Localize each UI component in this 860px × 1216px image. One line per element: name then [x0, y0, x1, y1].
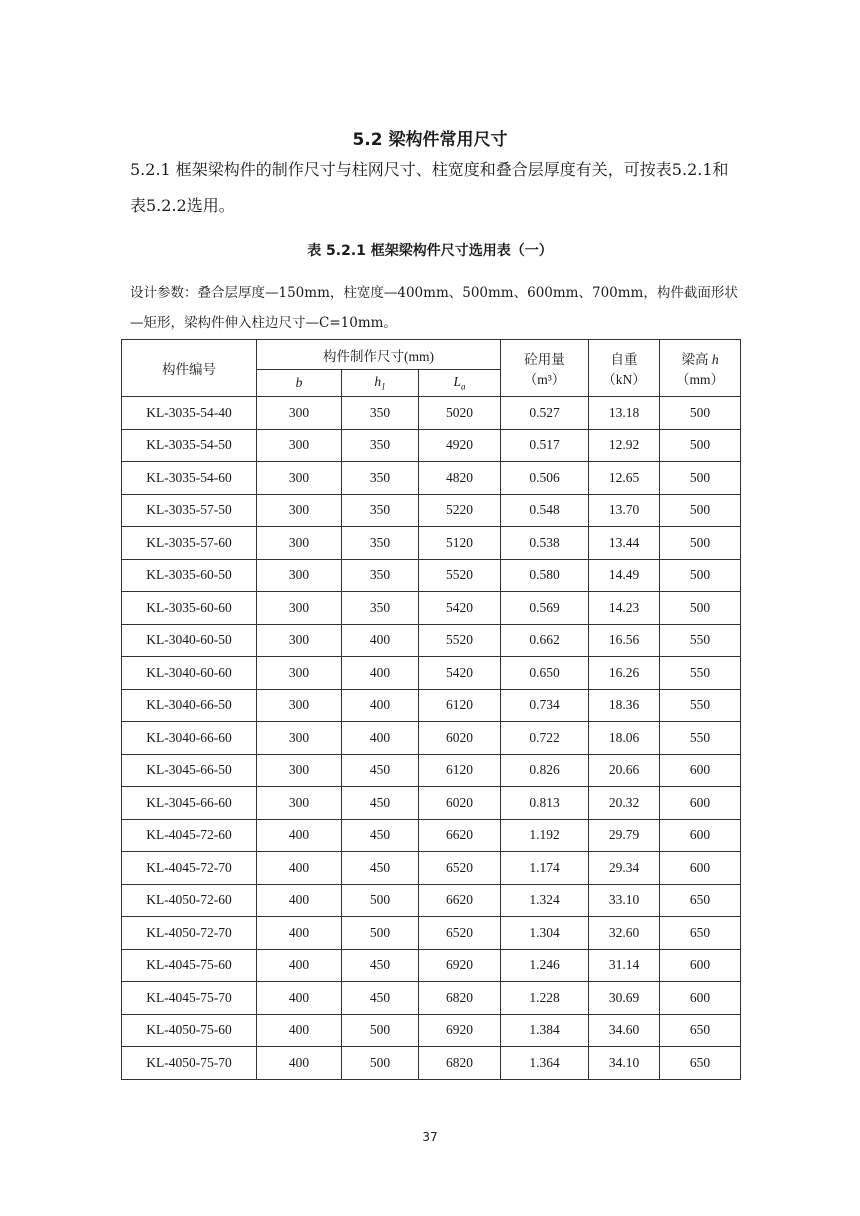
cell-la: 6820 — [419, 982, 501, 1015]
cell-la: 6920 — [419, 949, 501, 982]
cell-weight: 12.65 — [589, 462, 660, 495]
cell-weight: 31.14 — [589, 949, 660, 982]
cell-h1: 400 — [342, 624, 419, 657]
header-height-unit: （mm） — [676, 372, 725, 387]
cell-volume: 0.662 — [501, 624, 589, 657]
cell-la: 6020 — [419, 787, 501, 820]
cell-volume: 0.527 — [501, 397, 589, 430]
table-row — [122, 754, 741, 787]
cell-height: 500 — [660, 397, 741, 430]
cell-code: KL-4050-75-60 — [122, 1014, 257, 1047]
table-row — [122, 397, 741, 430]
cell-height: 550 — [660, 722, 741, 755]
table-row — [122, 559, 741, 592]
cell-weight: 32.60 — [589, 917, 660, 950]
cell-weight: 34.10 — [589, 1047, 660, 1080]
cell-b: 400 — [257, 1014, 342, 1047]
cell-volume: 0.569 — [501, 592, 589, 625]
cell-code: KL-4045-75-70 — [122, 982, 257, 1015]
cell-weight: 14.49 — [589, 559, 660, 592]
cell-b: 300 — [257, 527, 342, 560]
cell-height: 600 — [660, 819, 741, 852]
table-row — [122, 527, 741, 560]
table-row — [122, 982, 741, 1015]
cell-weight: 20.66 — [589, 754, 660, 787]
cell-h1: 400 — [342, 722, 419, 755]
cell-weight: 29.34 — [589, 852, 660, 885]
cell-weight: 13.44 — [589, 527, 660, 560]
cell-h1: 500 — [342, 917, 419, 950]
cell-b: 300 — [257, 657, 342, 690]
cell-height: 550 — [660, 624, 741, 657]
cell-h1: 500 — [342, 884, 419, 917]
cell-weight: 12.92 — [589, 429, 660, 462]
cell-h1: 450 — [342, 787, 419, 820]
cell-height: 650 — [660, 917, 741, 950]
cell-volume: 0.506 — [501, 462, 589, 495]
cell-h1: 400 — [342, 657, 419, 690]
cell-height: 500 — [660, 429, 741, 462]
cell-b: 300 — [257, 397, 342, 430]
header-weight-unit: （kN） — [602, 372, 646, 387]
cell-la: 5420 — [419, 657, 501, 690]
cell-h1: 350 — [342, 429, 419, 462]
cell-volume: 1.364 — [501, 1047, 589, 1080]
cell-volume: 1.228 — [501, 982, 589, 1015]
cell-la: 5520 — [419, 559, 501, 592]
beam-size-table — [121, 339, 741, 1080]
header-h1-sub: 1 — [381, 381, 386, 392]
table-row — [122, 494, 741, 527]
cell-b: 300 — [257, 624, 342, 657]
cell-code: KL-4045-75-60 — [122, 949, 257, 982]
cell-b: 300 — [257, 722, 342, 755]
cell-height: 650 — [660, 1014, 741, 1047]
table-row — [122, 787, 741, 820]
header-height-label: 梁高 — [681, 352, 709, 367]
table-row — [122, 592, 741, 625]
cell-la: 6120 — [419, 689, 501, 722]
cell-b: 400 — [257, 819, 342, 852]
cell-b: 400 — [257, 949, 342, 982]
cell-height: 600 — [660, 852, 741, 885]
cell-h1: 450 — [342, 819, 419, 852]
cell-h1: 350 — [342, 592, 419, 625]
cell-la: 5420 — [419, 592, 501, 625]
cell-weight: 29.79 — [589, 819, 660, 852]
cell-code: KL-4045-72-70 — [122, 852, 257, 885]
cell-la: 6620 — [419, 819, 501, 852]
cell-b: 400 — [257, 982, 342, 1015]
header-dims: 构件制作尺寸(mm) — [257, 340, 501, 370]
cell-code: KL-3035-60-60 — [122, 592, 257, 625]
cell-code: KL-3035-57-60 — [122, 527, 257, 560]
cell-height: 600 — [660, 787, 741, 820]
cell-code: KL-4045-72-60 — [122, 819, 257, 852]
cell-la: 5120 — [419, 527, 501, 560]
cell-code: KL-4050-72-60 — [122, 884, 257, 917]
cell-code: KL-3035-57-50 — [122, 494, 257, 527]
cell-b: 300 — [257, 787, 342, 820]
header-volume-unit: （m³） — [523, 372, 566, 387]
header-la-var: L — [453, 374, 462, 390]
header-la — [419, 370, 501, 397]
cell-height: 500 — [660, 559, 741, 592]
cell-la: 6120 — [419, 754, 501, 787]
cell-volume: 0.580 — [501, 559, 589, 592]
cell-b: 300 — [257, 494, 342, 527]
cell-weight: 33.10 — [589, 884, 660, 917]
table-row — [122, 949, 741, 982]
cell-la: 6520 — [419, 852, 501, 885]
cell-h1: 500 — [342, 1047, 419, 1080]
cell-volume: 0.722 — [501, 722, 589, 755]
cell-weight: 30.69 — [589, 982, 660, 1015]
cell-la: 6820 — [419, 1047, 501, 1080]
header-weight — [589, 340, 660, 397]
table-row — [122, 429, 741, 462]
cell-h1: 350 — [342, 559, 419, 592]
cell-code: KL-3035-54-40 — [122, 397, 257, 430]
cell-weight: 13.18 — [589, 397, 660, 430]
cell-height: 500 — [660, 494, 741, 527]
cell-code: KL-3045-66-60 — [122, 787, 257, 820]
cell-code: KL-3035-60-50 — [122, 559, 257, 592]
cell-height: 600 — [660, 754, 741, 787]
header-weight-label: 自重 — [610, 352, 638, 367]
cell-volume: 0.517 — [501, 429, 589, 462]
cell-height: 500 — [660, 462, 741, 495]
cell-h1: 350 — [342, 527, 419, 560]
cell-weight: 16.26 — [589, 657, 660, 690]
cell-la: 5520 — [419, 624, 501, 657]
cell-la: 4920 — [419, 429, 501, 462]
cell-height: 500 — [660, 527, 741, 560]
table-row — [122, 852, 741, 885]
cell-height: 600 — [660, 982, 741, 1015]
cell-volume: 1.246 — [501, 949, 589, 982]
cell-weight: 20.32 — [589, 787, 660, 820]
table-row — [122, 657, 741, 690]
header-height — [660, 340, 741, 397]
cell-weight: 14.23 — [589, 592, 660, 625]
cell-h1: 350 — [342, 494, 419, 527]
cell-volume: 0.538 — [501, 527, 589, 560]
cell-volume: 0.734 — [501, 689, 589, 722]
cell-weight: 13.70 — [589, 494, 660, 527]
cell-h1: 450 — [342, 754, 419, 787]
cell-la: 6920 — [419, 1014, 501, 1047]
cell-weight: 34.60 — [589, 1014, 660, 1047]
table-row — [122, 819, 741, 852]
cell-b: 400 — [257, 852, 342, 885]
cell-height: 550 — [660, 689, 741, 722]
cell-la: 5220 — [419, 494, 501, 527]
cell-code: KL-3040-60-50 — [122, 624, 257, 657]
cell-la: 6620 — [419, 884, 501, 917]
cell-b: 300 — [257, 559, 342, 592]
header-h1-var: h — [374, 374, 382, 390]
cell-h1: 450 — [342, 949, 419, 982]
cell-h1: 500 — [342, 1014, 419, 1047]
cell-h1: 450 — [342, 852, 419, 885]
design-parameters: 设计参数：叠合层厚度—150mm，柱宽度—400mm、500mm、600mm、700mm，构件截面形状—矩形，梁构件伸入柱边尺寸—C=10mm。 — [130, 285, 738, 331]
header-volume-label: 砼用量 — [524, 352, 565, 367]
header-code: 构件编号 — [122, 340, 257, 397]
cell-h1: 350 — [342, 462, 419, 495]
cell-code: KL-3040-66-50 — [122, 689, 257, 722]
header-h1 — [342, 370, 419, 397]
cell-h1: 400 — [342, 689, 419, 722]
cell-h1: 450 — [342, 982, 419, 1015]
table-row — [122, 884, 741, 917]
table-row — [122, 1047, 741, 1080]
cell-code: KL-3035-54-50 — [122, 429, 257, 462]
page-number: 37 — [422, 1130, 438, 1144]
cell-la: 5020 — [419, 397, 501, 430]
cell-la: 6020 — [419, 722, 501, 755]
cell-la: 4820 — [419, 462, 501, 495]
cell-volume: 1.384 — [501, 1014, 589, 1047]
cell-height: 600 — [660, 949, 741, 982]
cell-weight: 18.36 — [589, 689, 660, 722]
table-row — [122, 1014, 741, 1047]
cell-b: 300 — [257, 689, 342, 722]
table-row — [122, 722, 741, 755]
table-row — [122, 462, 741, 495]
table-row — [122, 624, 741, 657]
cell-height: 650 — [660, 1047, 741, 1080]
cell-volume: 1.304 — [501, 917, 589, 950]
cell-code: KL-4050-75-70 — [122, 1047, 257, 1080]
cell-code: KL-3035-54-60 — [122, 462, 257, 495]
cell-b: 300 — [257, 429, 342, 462]
cell-volume: 0.826 — [501, 754, 589, 787]
cell-b: 400 — [257, 1047, 342, 1080]
table-title: 表 5.2.1 框架梁构件尺寸选用表（一） — [307, 243, 553, 259]
table-row — [122, 689, 741, 722]
clause-paragraph: 5.2.1 框架梁构件的制作尺寸与柱网尺寸、柱宽度和叠合层厚度有关，可按表5.2.1和表5.2.2选用。 — [130, 160, 729, 215]
section-title: 5.2 梁构件常用尺寸 — [352, 130, 508, 150]
cell-height: 650 — [660, 884, 741, 917]
cell-volume: 0.650 — [501, 657, 589, 690]
cell-b: 400 — [257, 884, 342, 917]
cell-h1: 350 — [342, 397, 419, 430]
cell-weight: 16.56 — [589, 624, 660, 657]
cell-volume: 1.174 — [501, 852, 589, 885]
cell-code: KL-3045-66-50 — [122, 754, 257, 787]
header-volume — [501, 340, 589, 397]
cell-code: KL-3040-60-60 — [122, 657, 257, 690]
cell-code: KL-4050-72-70 — [122, 917, 257, 950]
cell-volume: 1.324 — [501, 884, 589, 917]
cell-b: 400 — [257, 917, 342, 950]
cell-height: 500 — [660, 592, 741, 625]
cell-volume: 1.192 — [501, 819, 589, 852]
cell-weight: 18.06 — [589, 722, 660, 755]
header-la-sub: a — [461, 381, 466, 392]
cell-b: 300 — [257, 754, 342, 787]
cell-volume: 0.813 — [501, 787, 589, 820]
header-height-var: h — [711, 352, 719, 367]
cell-height: 550 — [660, 657, 741, 690]
cell-b: 300 — [257, 592, 342, 625]
header-b: b — [257, 370, 342, 397]
table-row — [122, 917, 741, 950]
cell-volume: 0.548 — [501, 494, 589, 527]
cell-code: KL-3040-66-60 — [122, 722, 257, 755]
cell-la: 6520 — [419, 917, 501, 950]
cell-b: 300 — [257, 462, 342, 495]
